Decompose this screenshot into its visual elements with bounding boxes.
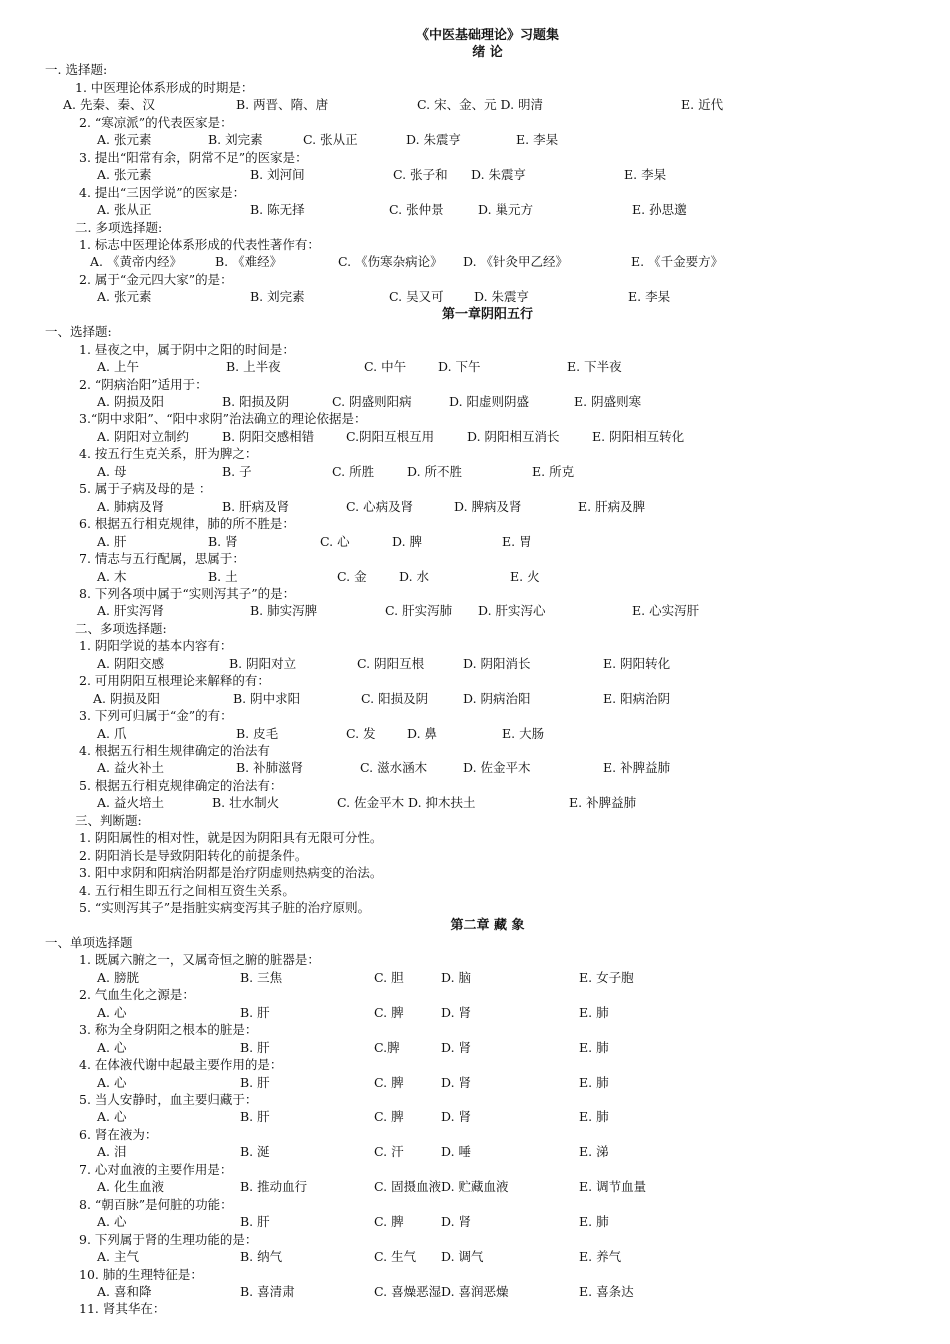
option-text: C. 肝实泻肺 <box>385 603 453 618</box>
option-text: D. 脾 <box>392 534 423 549</box>
option-text: C. 中午 <box>364 359 407 374</box>
option-text: E. 李杲 <box>516 132 559 147</box>
question-text: 2. “阴病治阳”适用于： <box>79 377 208 392</box>
option-text: C. 脾 <box>374 1075 404 1090</box>
question-type-label: 二. 多项选择题: <box>75 220 163 235</box>
question-text: 7. 心对血液的主要作用是： <box>79 1162 233 1177</box>
options-row <box>0 166 950 183</box>
option-text: A. 阴损及阳 <box>93 691 160 706</box>
option-text: D. 水 <box>399 569 430 584</box>
option-text: E. 心实泻肝 <box>632 603 700 618</box>
question-text: 2. 可用阴阳互根理论来解释的有： <box>79 673 270 688</box>
option-text: D. 肝实泻心 <box>478 603 546 618</box>
option-text: C. 脾 <box>374 1109 404 1124</box>
option-text: B. 陈无择 <box>250 202 305 217</box>
option-text: D. 调气 <box>441 1249 484 1264</box>
option-text: B. 肝 <box>240 1040 270 1055</box>
option-text: A. 肝 <box>97 534 127 549</box>
option-text: C. 汗 <box>374 1144 404 1159</box>
question-text: 1. 阴阳学说的基本内容有： <box>79 638 233 653</box>
question-text: 3. 提出“阳常有余，阴常不足”的医家是： <box>79 150 308 165</box>
question-text: 10. 肺的生理特征是： <box>79 1267 203 1282</box>
option-text: E. 所克 <box>532 464 575 479</box>
option-text: C. 阴阳互根 <box>357 656 425 671</box>
option-text: B. 壮水制火 <box>212 795 280 810</box>
options-row <box>0 96 950 113</box>
question-text: 4. 提出“三因学说”的医家是： <box>79 185 246 200</box>
question-type-label: 一、单项选择题 <box>45 935 133 950</box>
option-text: D. 喜润恶燥 <box>441 1284 509 1299</box>
option-text: A. 木 <box>97 569 127 584</box>
question-text: 5. 当人安静时，血主要归藏于： <box>79 1092 258 1107</box>
option-text: A. 张元素 <box>97 167 152 182</box>
option-text: D. 脑 <box>441 970 472 985</box>
option-text: C. 阳损及阴 <box>361 691 429 706</box>
option-text: C. 滋水涵木 <box>360 760 428 775</box>
options-row <box>0 393 950 410</box>
option-text: B. 涎 <box>240 1144 270 1159</box>
option-text: C. 张仲景 <box>389 202 444 217</box>
option-text: C. 佐金平木 D. 抑木扶土 <box>337 795 476 810</box>
option-text: B. 阴阳对立 <box>229 656 297 671</box>
option-text: D. 肾 <box>441 1214 472 1229</box>
option-text: E. 孙思邈 <box>632 202 687 217</box>
option-text: E. 补脾益肺 <box>569 795 637 810</box>
option-text: E. 大肠 <box>502 726 545 741</box>
option-text: B. 推动血行 <box>240 1179 308 1194</box>
option-text: A. 膀胱 <box>97 970 139 985</box>
option-text: A. 爪 <box>97 726 127 741</box>
option-text: A. 主气 <box>97 1249 139 1264</box>
option-text: B. 上半夜 <box>226 359 281 374</box>
question-text: 3. 称为全身阴阳之根本的脏是： <box>79 1022 258 1037</box>
option-text: C. 喜燥恶湿 <box>374 1284 442 1299</box>
option-text: A. 母 <box>97 464 127 479</box>
option-text: E. 阴阳相互转化 <box>592 429 685 444</box>
option-text: D. 阴病治阳 <box>463 691 531 706</box>
options-row <box>0 253 950 270</box>
question-text: 1. 昼夜之中，属于阴中之阳的时间是： <box>79 342 295 357</box>
option-text: A. 张元素 <box>97 289 152 304</box>
options-row <box>0 759 950 776</box>
options-row <box>0 1213 950 1230</box>
option-text: C. 发 <box>346 726 376 741</box>
question-text: 2. 气血生化之源是： <box>79 987 195 1002</box>
option-text: E. 肺 <box>579 1214 609 1229</box>
option-text: A. 张元素 <box>97 132 152 147</box>
option-text: A. 先秦、秦、汉 <box>63 97 155 112</box>
option-text: B. 肝病及肾 <box>222 499 290 514</box>
option-text: A. 心 <box>97 1040 127 1055</box>
question-text: 8. 下列各项中属于“实则泻其子”的是： <box>79 586 296 601</box>
option-text: C. 《伤寒杂病论》 <box>338 254 443 269</box>
option-text: C. 吴又可 <box>389 289 444 304</box>
options-row <box>0 131 950 148</box>
option-text: C.脾 <box>374 1040 400 1055</box>
option-text: B. 子 <box>222 464 252 479</box>
option-text: A. 上午 <box>97 359 139 374</box>
question-text: 3. 阳中求阴和阳病治阴都是治疗阴虚则热病变的治法。 <box>79 865 383 880</box>
option-text: E. 胃 <box>502 534 532 549</box>
question-text: 5. 根据五行相克规律确定的治法有： <box>79 778 283 793</box>
option-text: D. 肾 <box>441 1005 472 1020</box>
options-row <box>0 1143 950 1160</box>
option-text: C. 张从正 <box>303 132 358 147</box>
option-text: B. 刘河间 <box>250 167 305 182</box>
question-text: 5. 属于子病及母的是 ： <box>79 481 212 496</box>
option-text: B. 两晋、隋、唐 <box>236 97 329 112</box>
option-text: A. 泪 <box>97 1144 127 1159</box>
option-text: A. 阴损及阳 <box>97 394 164 409</box>
question-type-label: 三、判断题: <box>75 813 142 828</box>
question-text: 1. 标志中医理论体系形成的代表性著作有： <box>79 237 320 252</box>
option-text: B. 纳气 <box>240 1249 283 1264</box>
option-text: C. 心 <box>320 534 350 549</box>
options-row <box>0 1004 950 1021</box>
options-row <box>0 201 950 218</box>
options-row <box>0 969 950 986</box>
option-text: D. 贮藏血液 <box>441 1179 509 1194</box>
option-text: A. 益火补土 <box>97 760 164 775</box>
option-text: D. 所不胜 <box>407 464 463 479</box>
option-text: E. 肺 <box>579 1040 609 1055</box>
option-text: B. 阴中求阳 <box>233 691 301 706</box>
option-text: A. 张从正 <box>97 202 152 217</box>
option-text: E. 阴阳转化 <box>603 656 671 671</box>
question-text: 2. 属于“金元四大家”的是： <box>79 272 233 287</box>
option-text: C. 阴盛则阳病 <box>332 394 412 409</box>
option-text: B. 肺实泻脾 <box>250 603 318 618</box>
options-row <box>0 655 950 672</box>
option-text: A. 肺病及肾 <box>97 499 164 514</box>
option-text: C. 脾 <box>374 1214 404 1229</box>
question-text: 4. 五行相生即五行之间相互资生关系。 <box>79 883 295 898</box>
question-text: 7. 情志与五行配属，思属于： <box>79 551 245 566</box>
option-text: D. 阴阳相互消长 <box>467 429 560 444</box>
option-text: E. 养气 <box>579 1249 622 1264</box>
question-text: 4. 在体液代谢中起最主要作用的是： <box>79 1057 283 1072</box>
option-text: D. 朱震亨 <box>406 132 462 147</box>
question-text: 1. 中医理论体系形成的时期是： <box>75 80 254 95</box>
option-text: C. 金 <box>337 569 367 584</box>
option-text: E. 近代 <box>681 97 724 112</box>
option-text: E. 阳病治阴 <box>603 691 671 706</box>
options-row <box>0 1074 950 1091</box>
options-row <box>0 725 950 742</box>
option-text: A. 心 <box>97 1214 127 1229</box>
options-row <box>0 690 950 707</box>
options-row <box>0 533 950 550</box>
options-row <box>0 568 950 585</box>
option-text: B. 肾 <box>208 534 238 549</box>
option-text: C. 宋、金、元 D. 明清 <box>417 97 544 112</box>
option-text: E. 喜条达 <box>579 1284 634 1299</box>
options-row <box>0 1248 950 1265</box>
option-text: D. 朱震亨 <box>471 167 527 182</box>
option-text: D. 阴阳消长 <box>463 656 531 671</box>
option-text: B. 补肺滋肾 <box>236 760 304 775</box>
option-text: B. 刘完素 <box>250 289 305 304</box>
option-text: E. 补脾益肺 <box>603 760 671 775</box>
question-type-label: 二、多项选择题: <box>75 621 167 636</box>
option-text: E. 女子胞 <box>579 970 634 985</box>
option-text: E. 肺 <box>579 1005 609 1020</box>
option-text: E. 李杲 <box>624 167 667 182</box>
question-text: 5. “实则泻其子”是指脏实病变泻其子脏的治疗原则。 <box>79 900 371 915</box>
options-row <box>0 602 950 619</box>
option-text: A. 化生血液 <box>97 1179 164 1194</box>
document-title: 《中医基础理论》习题集 <box>415 28 559 43</box>
section-heading: 第二章 藏 象 <box>450 918 525 933</box>
option-text: D. 《针灸甲乙经》 <box>463 254 569 269</box>
section-heading: 绪 论 <box>472 45 503 60</box>
options-row <box>0 1108 950 1125</box>
option-text: C. 胆 <box>374 970 404 985</box>
option-text: B. 肝 <box>240 1005 270 1020</box>
option-text: E. 肺 <box>579 1075 609 1090</box>
option-text: E. 《千金要方》 <box>631 254 724 269</box>
option-text: E. 火 <box>510 569 540 584</box>
option-text: B. 刘完素 <box>208 132 263 147</box>
option-text: A. 阴阳交感 <box>97 656 164 671</box>
question-text: 2. “寒凉派”的代表医家是： <box>79 115 233 130</box>
options-row <box>0 1283 950 1300</box>
options-row <box>0 428 950 445</box>
question-text: 9. 下列属于肾的生理功能的是： <box>79 1232 258 1247</box>
option-text: B. 喜清肃 <box>240 1284 295 1299</box>
question-type-label: 一、选择题: <box>45 324 112 339</box>
option-text: C. 所胜 <box>332 464 375 479</box>
option-text: E. 肺 <box>579 1109 609 1124</box>
option-text: B. 肝 <box>240 1075 270 1090</box>
question-text: 3.“阴中求阳”、“阳中求阴”治法确立的理论依据是： <box>79 411 367 426</box>
question-type-label: 一. 选择题: <box>45 62 108 77</box>
option-text: D. 巢元方 <box>478 202 534 217</box>
options-row <box>0 1039 950 1056</box>
options-row <box>0 1178 950 1195</box>
option-text: B. 《难经》 <box>215 254 283 269</box>
question-text: 4. 根据五行相生规律确定的治法有 <box>79 743 270 758</box>
option-text: E. 阴盛则寒 <box>574 394 642 409</box>
option-text: C. 固摄血液 <box>374 1179 442 1194</box>
option-text: A. 肝实泻肾 <box>97 603 164 618</box>
question-text: 6. 根据五行相克规律，肺的所不胜是： <box>79 516 295 531</box>
option-text: D. 下午 <box>438 359 481 374</box>
option-text: D. 肾 <box>441 1040 472 1055</box>
option-text: D. 肾 <box>441 1075 472 1090</box>
option-text: D. 鼻 <box>407 726 438 741</box>
option-text: A. 阴阳对立制约 <box>97 429 189 444</box>
option-text: D. 朱震亨 <box>474 289 530 304</box>
options-row <box>0 498 950 515</box>
options-row <box>0 288 950 305</box>
option-text: E. 李杲 <box>628 289 671 304</box>
section-heading: 第一章阴阳五行 <box>441 307 533 322</box>
option-text: B. 肝 <box>240 1214 270 1229</box>
option-text: C. 张子和 <box>393 167 448 182</box>
option-text: C. 生气 <box>374 1249 417 1264</box>
option-text: B. 三焦 <box>240 970 283 985</box>
option-text: D. 唾 <box>441 1144 472 1159</box>
options-row <box>0 358 950 375</box>
option-text: C.阴阳互根互用 <box>346 429 435 444</box>
question-text: 6. 肾在液为： <box>79 1127 158 1142</box>
options-row <box>0 463 950 480</box>
option-text: C. 心病及肾 <box>346 499 414 514</box>
question-text: 1. 阴阳属性的相对性，就是因为阴阳具有无限可分性。 <box>79 830 383 845</box>
question-text: 11. 肾其华在： <box>79 1301 166 1316</box>
option-text: E. 下半夜 <box>567 359 622 374</box>
option-text: B. 肝 <box>240 1109 270 1124</box>
option-text: E. 调节血量 <box>579 1179 647 1194</box>
option-text: B. 土 <box>208 569 238 584</box>
option-text: A. 心 <box>97 1005 127 1020</box>
option-text: D. 肾 <box>441 1109 472 1124</box>
option-text: A. 心 <box>97 1075 127 1090</box>
option-text: B. 阴阳交感相错 <box>222 429 315 444</box>
option-text: C. 脾 <box>374 1005 404 1020</box>
option-text: D. 脾病及肾 <box>454 499 522 514</box>
option-text: A. 喜和降 <box>97 1284 152 1299</box>
question-text: 8. “朝百脉”是何脏的功能： <box>79 1197 233 1212</box>
option-text: D. 阳虚则阴盛 <box>449 394 530 409</box>
option-text: A. 《黄帝内经》 <box>90 254 182 269</box>
question-text: 1. 既属六腑之一，又属奇恒之腑的脏器是： <box>79 952 320 967</box>
option-text: A. 益火培土 <box>97 795 164 810</box>
option-text: E. 肝病及脾 <box>578 499 646 514</box>
option-text: B. 阳损及阴 <box>222 394 290 409</box>
option-text: A. 心 <box>97 1109 127 1124</box>
options-row <box>0 794 950 811</box>
option-text: B. 皮毛 <box>236 726 279 741</box>
option-text: D. 佐金平木 <box>463 760 531 775</box>
question-text: 2. 阴阳消长是导致阴阳转化的前提条件。 <box>79 848 308 863</box>
question-text: 4. 按五行生克关系，肝为脾之： <box>79 446 258 461</box>
option-text: E. 涕 <box>579 1144 609 1159</box>
question-text: 3. 下列可归属于“金”的有： <box>79 708 233 723</box>
